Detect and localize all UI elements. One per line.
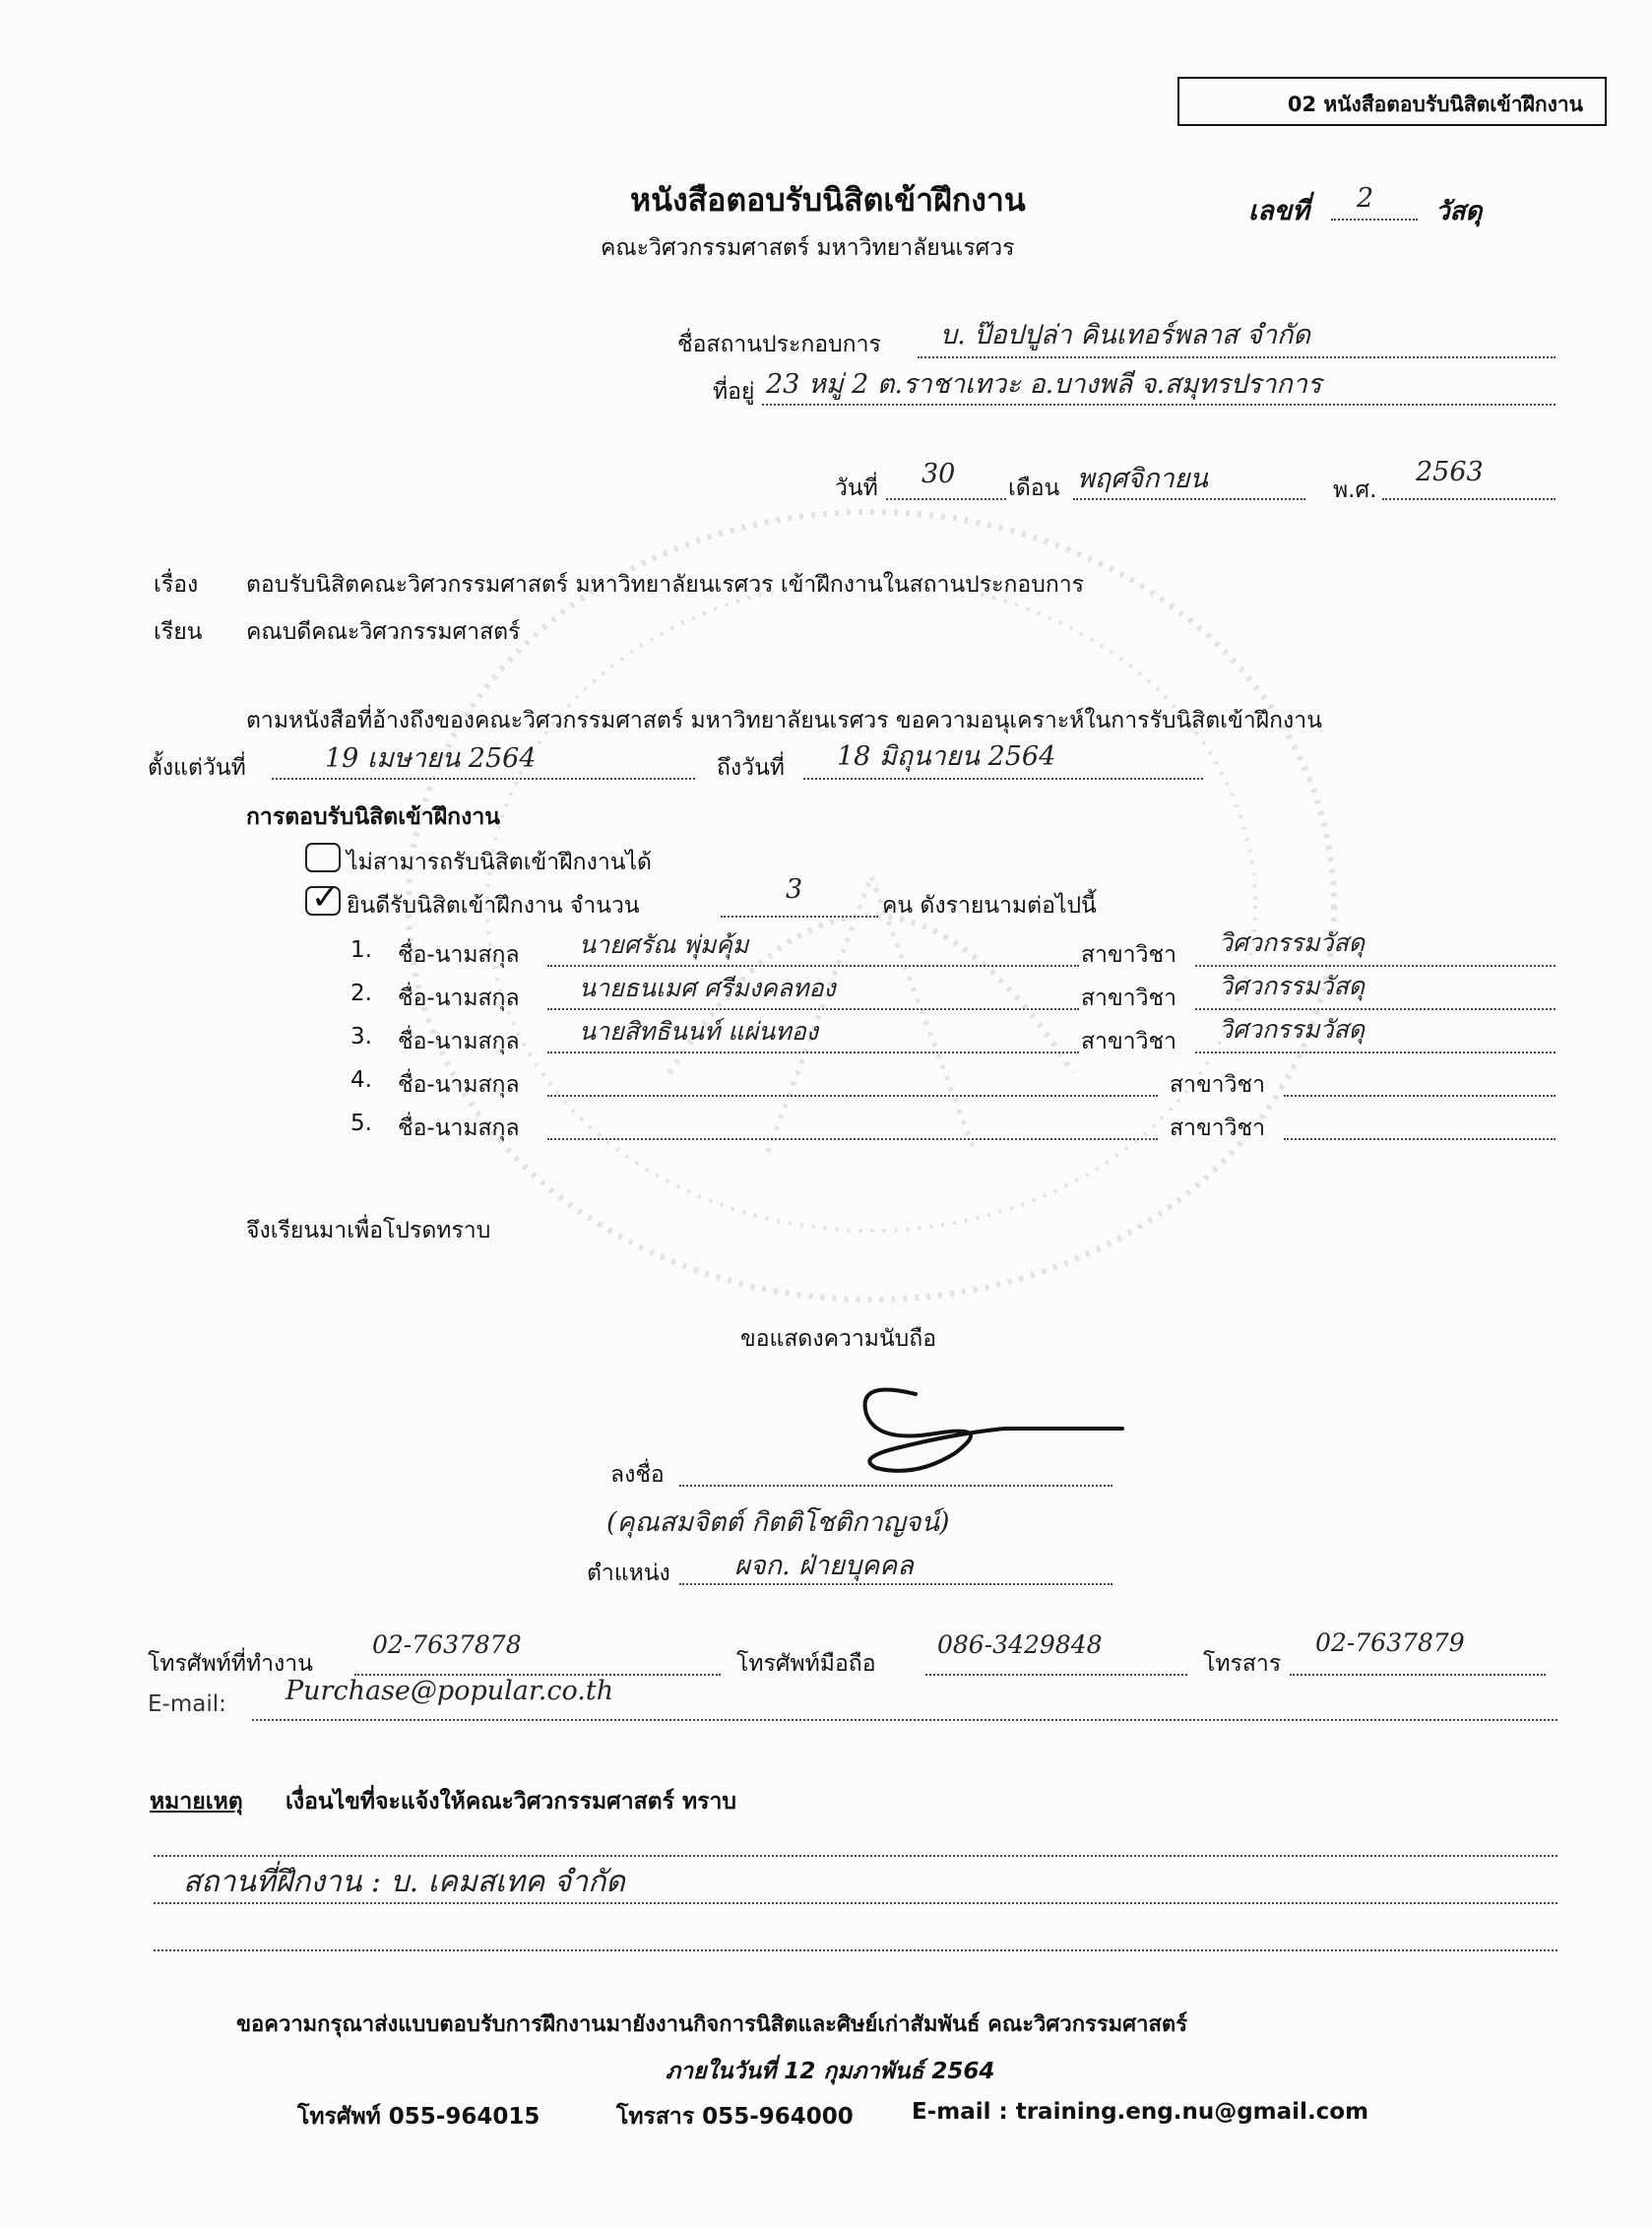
closing-inform: จึงเรียนมาเพื่อโปรดทราบ	[246, 1218, 491, 1243]
closing-regards: ขอแสดงความนับถือ	[740, 1326, 937, 1352]
to-label: เรียน	[154, 619, 203, 645]
month-value: พฤศจิกายน	[1077, 464, 1208, 494]
student-number: 1.	[350, 937, 372, 963]
student-number: 4.	[350, 1067, 372, 1093]
accept-checkbox[interactable]	[305, 878, 341, 918]
note-text: เงื่อนไขที่จะแจ้งให้คณะวิศวกรรมศาสตร์ ทราบ	[286, 1789, 737, 1815]
number-value: 2	[1357, 183, 1374, 214]
student-name-label: ชื่อ-นามสกุล	[398, 1072, 520, 1098]
from-date-label: ตั้งแต่วันที่	[148, 755, 246, 781]
email-label: E-mail:	[148, 1691, 226, 1717]
address-value: 23 หมู่ 2 ต.ราชาเทวะ อ.บางพลี จ.สมุทรปราการ	[766, 369, 1322, 400]
student-major-label: สาขาวิชา	[1170, 1072, 1266, 1098]
student-name-label: ชื่อ-นามสกุล	[398, 942, 520, 968]
student-number: 3.	[350, 1024, 372, 1050]
footer-email: E-mail : training.eng.nu@gmail.com	[912, 2099, 1369, 2125]
to-date-value: 18 มิถุนายน 2564	[837, 741, 1056, 772]
student-major-label: สาขาวิชา	[1081, 986, 1177, 1011]
position-label: ตำแหน่ง	[587, 1561, 670, 1586]
accept-suffix: คน ดังรายนามต่อไปนี้	[882, 893, 1097, 919]
day-label: วันที่	[835, 476, 878, 501]
signer-name: (คุณสมจิตต์ กิตติโชติกาญจน์)	[606, 1507, 950, 1538]
accept-option-label: ยินดีรับนิสิตเข้าฝึกงาน จำนวน	[347, 893, 640, 919]
mobile-value: 086-3429848	[937, 1630, 1103, 1659]
accept-count: 3	[786, 874, 803, 905]
form-tag: 02 หนังสือตอบรับนิสิตเข้าฝึกงาน	[1287, 93, 1583, 116]
day-value: 30	[921, 459, 956, 489]
year-value: 2563	[1416, 457, 1484, 487]
form-tag-box	[1177, 77, 1607, 126]
number-suffix: วัสดุ	[1435, 197, 1483, 226]
student-major-label: สาขาวิชา	[1081, 942, 1177, 968]
student-major-value: วิศวกรรมวัสดุ	[1219, 972, 1365, 1000]
office-phone-label: โทรศัพท์ที่ทำงาน	[148, 1651, 313, 1677]
student-name-label: ชื่อ-นามสกุล	[398, 1115, 520, 1141]
fax-value: 02-7637879	[1315, 1628, 1465, 1657]
reject-option-label: ไม่สามารถรับนิสิตเข้าฝึกงานได้	[347, 850, 652, 875]
reject-checkbox[interactable]	[305, 843, 341, 872]
footer-line2: ภายในวันที่ 12 กุมภาพันธ์ 2564	[666, 2059, 995, 2084]
note-label: หมายเหตุ	[150, 1789, 243, 1815]
student-name-label: ชื่อ-นามสกุล	[398, 1029, 520, 1054]
position-value: ผจก. ฝ่ายบุคคล	[734, 1551, 914, 1581]
subject-label: เรื่อง	[154, 572, 199, 598]
body-paragraph: ตามหนังสือที่อ้างถึงของคณะวิศวกรรมศาสตร์ มหาวิทยาลัยนเรศวร ขอความอนุเคราะห์ในการรับนิสิตเข้าฝึกงาน	[246, 708, 1322, 733]
from-date-value: 19 เมษายน 2564	[325, 743, 537, 774]
check-mark-icon: ✓	[311, 878, 340, 918]
number-label: เลขที่	[1248, 196, 1310, 226]
mobile-label: โทรศัพท์มือถือ	[736, 1651, 876, 1677]
footer-line1: ขอความกรุณาส่งแบบตอบรับการฝึกงานมายังงานกิจการนิสิตและศิษย์เก่าสัมพันธ์ คณะวิศวกรรมศาสตร์	[236, 2012, 1188, 2037]
month-label: เดือน	[1008, 476, 1060, 501]
address-label: ที่อยู่	[713, 379, 755, 405]
to-date-label: ถึงวันที่	[717, 755, 785, 781]
sign-label: ลงชื่อ	[610, 1462, 665, 1488]
student-name-label: ชื่อ-นามสกุล	[398, 986, 520, 1011]
company-name-value: บ. ป๊อปปูล่า คินเทอร์พลาส จำกัด	[940, 320, 1310, 350]
fax-label: โทรสาร	[1203, 1651, 1282, 1677]
footer-fax: โทรสาร 055-964000	[616, 2104, 854, 2130]
student-number: 2.	[350, 981, 372, 1006]
year-label: พ.ศ.	[1333, 478, 1377, 503]
company-name-label: ชื่อสถานประกอบการ	[677, 332, 881, 357]
footer-phone: โทรศัพท์ 055-964015	[297, 2104, 540, 2130]
student-major-value: วิศวกรรมวัสดุ	[1219, 1015, 1365, 1044]
response-heading: การตอบรับนิสิตเข้าฝึกงาน	[246, 804, 500, 830]
student-major-label: สาขาวิชา	[1170, 1115, 1266, 1141]
student-major-value: วิศวกรรมวัสดุ	[1219, 928, 1365, 957]
page-title: หนังสือตอบรับนิสิตเข้าฝึกงาน	[630, 181, 1026, 219]
page-subtitle: คณะวิศวกรรมศาสตร์ มหาวิทยาลัยนเรศวร	[601, 235, 1015, 261]
student-name-value: นายศรัณ พุ่มคุ้ม	[579, 930, 749, 959]
signature-icon	[837, 1374, 1132, 1483]
email-value: Purchase@popular.co.th	[286, 1676, 614, 1706]
student-major-label: สาขาวิชา	[1081, 1029, 1177, 1054]
office-phone-value: 02-7637878	[372, 1630, 522, 1659]
student-name-value: นายธนเมศ ศรีมงคลทอง	[579, 974, 836, 1002]
student-number: 5.	[350, 1111, 372, 1136]
to-text: คณบดีคณะวิศวกรรมศาสตร์	[246, 619, 521, 645]
subject-text: ตอบรับนิสิตคณะวิศวกรรมศาสตร์ มหาวิทยาลัยนเรศวร เข้าฝึกงานในสถานประกอบการ	[246, 572, 1085, 598]
note-handwritten: สถานที่ฝึกงาน : บ. เคมสเทค จำกัด	[183, 1865, 625, 1899]
student-name-value: นายสิทธินนท์ แผ่นทอง	[579, 1017, 818, 1046]
